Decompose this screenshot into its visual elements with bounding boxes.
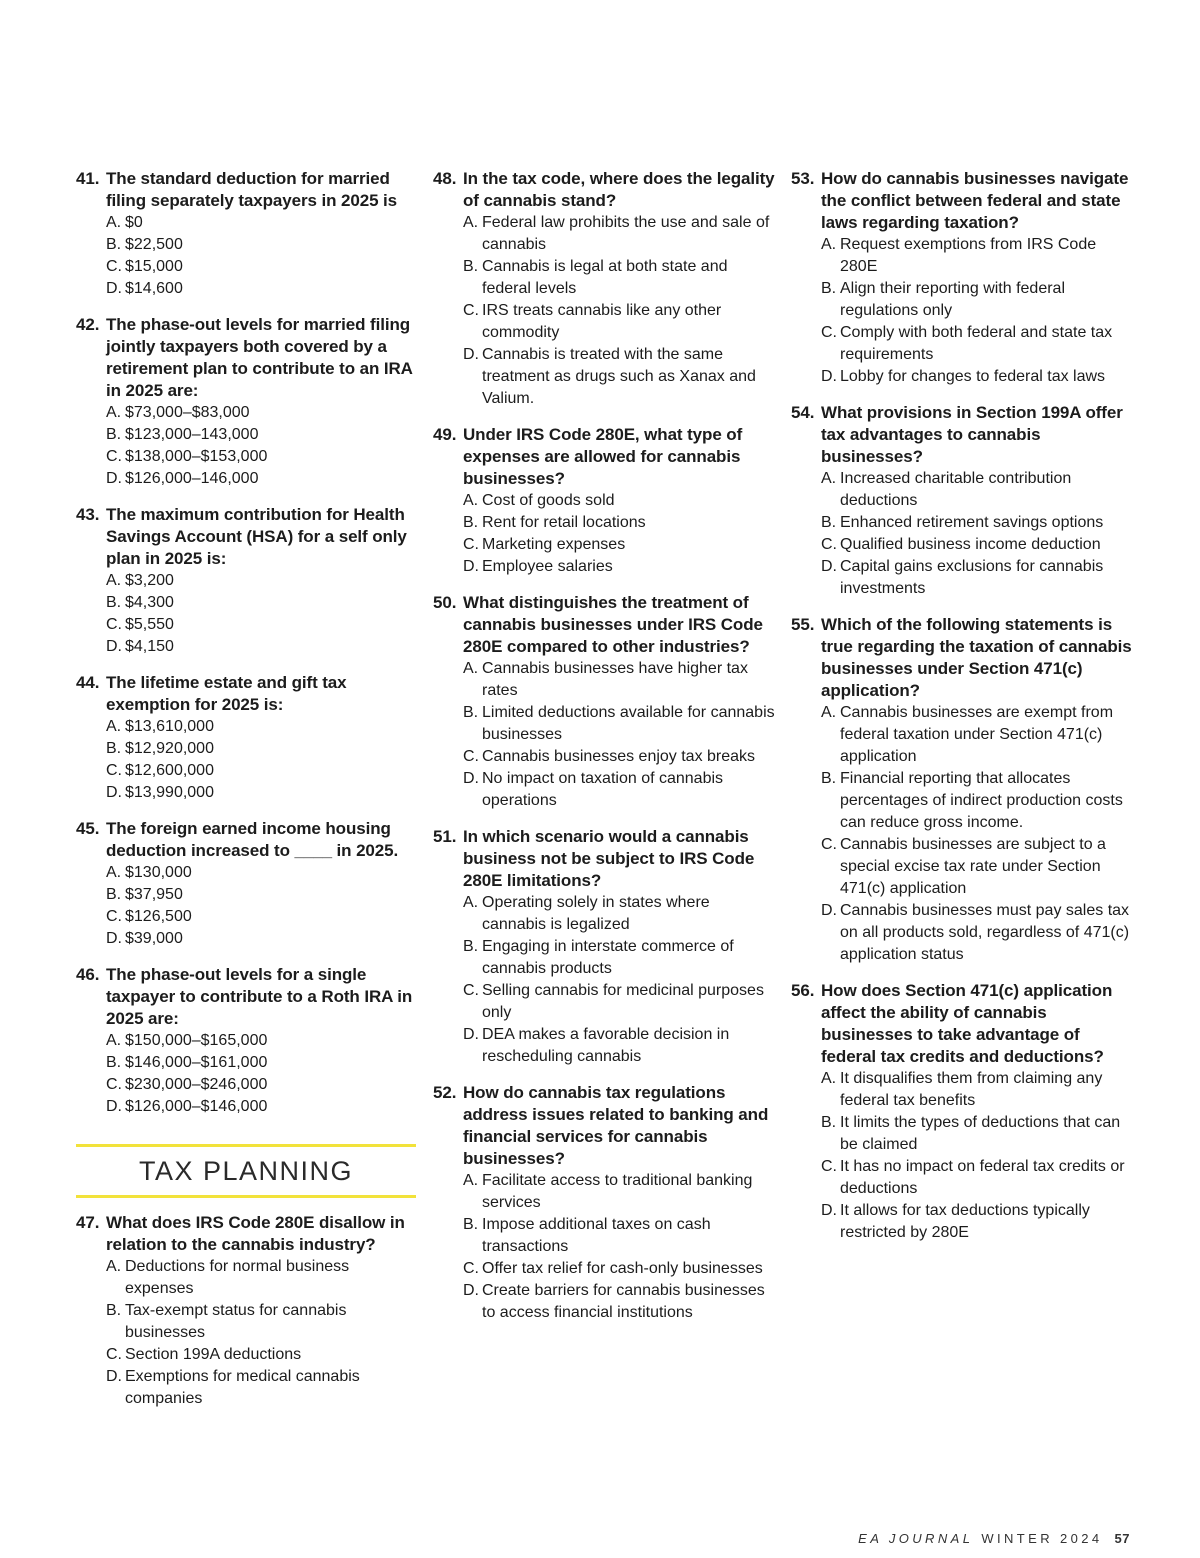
option-letter: D. xyxy=(821,558,837,575)
question-text: The phase-out levels for a single taxpayer to contribute to a Roth IRA in 2025 are: xyxy=(106,965,413,1028)
answer-options xyxy=(106,402,416,490)
answer-option xyxy=(106,424,416,446)
question-item xyxy=(433,168,778,410)
answer-options xyxy=(106,1030,416,1118)
option-letter: A. xyxy=(463,214,479,231)
question-text: How do cannabis businesses navigate the conflict between federal and state laws regarding taxation? xyxy=(821,169,1129,232)
option-text: $13,610,000 xyxy=(125,718,214,735)
option-text: DEA makes a favorable decision in rescheduling cannabis xyxy=(482,1026,730,1065)
option-text: $130,000 xyxy=(125,864,192,881)
option-letter: C. xyxy=(463,536,479,553)
question-item xyxy=(433,1082,778,1324)
option-text: No impact on taxation of cannabis operations xyxy=(482,770,724,809)
option-letter: A. xyxy=(463,492,479,509)
option-letter: A. xyxy=(106,1032,122,1049)
option-letter: D. xyxy=(821,368,837,385)
option-letter: B. xyxy=(106,594,122,611)
question-stem xyxy=(791,980,1136,1068)
answer-options xyxy=(821,1068,1136,1244)
option-text: Federal law prohibits the use and sale of cannabis xyxy=(482,214,770,253)
answer-option xyxy=(106,862,416,884)
answer-options xyxy=(821,702,1136,966)
option-text: Cannabis is treated with the same treatment as drugs such as Xanax and Valium. xyxy=(482,346,756,407)
question-item xyxy=(791,614,1136,966)
option-text: Limited deductions available for cannabis businesses xyxy=(482,704,775,743)
answer-option xyxy=(106,278,416,300)
question-item xyxy=(76,314,416,490)
answer-option xyxy=(106,402,416,424)
answer-option xyxy=(106,1096,416,1118)
option-text: Cannabis businesses have higher tax rates xyxy=(482,660,748,699)
answer-option xyxy=(463,1024,778,1068)
question-item xyxy=(791,168,1136,388)
question-stem xyxy=(76,504,416,570)
question-item xyxy=(76,504,416,658)
answer-option xyxy=(463,556,778,578)
option-text: Facilitate access to traditional banking services xyxy=(482,1172,753,1211)
answer-option xyxy=(821,534,1136,556)
footer-issue: WINTER 2024 xyxy=(981,1531,1103,1546)
question-number: 48. xyxy=(433,169,457,188)
question-text: Under IRS Code 280E, what type of expenses are allowed for cannabis businesses? xyxy=(463,425,743,488)
question-text: The lifetime estate and gift tax exemption for 2025 is: xyxy=(106,673,347,714)
question-stem xyxy=(76,168,416,212)
answer-options xyxy=(463,1170,778,1324)
option-letter: B. xyxy=(821,1114,837,1131)
question-number: 51. xyxy=(433,827,457,846)
answer-option xyxy=(106,716,416,738)
option-letter: D. xyxy=(106,930,122,947)
option-letter: D. xyxy=(106,470,122,487)
option-text: $12,920,000 xyxy=(125,740,214,757)
answer-option xyxy=(463,212,778,256)
answer-option xyxy=(106,738,416,760)
option-text: Rent for retail locations xyxy=(482,514,646,531)
question-stem xyxy=(433,592,778,658)
option-letter: B. xyxy=(463,938,479,955)
question-text: What does IRS Code 280E disallow in relation to the cannabis industry? xyxy=(106,1213,405,1254)
answer-option xyxy=(463,1214,778,1258)
question-text: The standard deduction for married filing separately taxpayers in 2025 is xyxy=(106,169,398,210)
question-stem xyxy=(791,168,1136,234)
question-number: 52. xyxy=(433,1083,457,1102)
option-letter: C. xyxy=(463,302,479,319)
answer-option xyxy=(821,1112,1136,1156)
question-number: 55. xyxy=(791,615,815,634)
answer-options xyxy=(463,212,778,410)
answer-options xyxy=(106,1256,416,1410)
option-letter: C. xyxy=(106,1076,122,1093)
question-number: 45. xyxy=(76,819,100,838)
option-text: Align their reporting with federal regulations only xyxy=(840,280,1066,319)
answer-options xyxy=(821,468,1136,600)
question-stem xyxy=(76,964,416,1030)
question-stem xyxy=(433,168,778,212)
option-text: Qualified business income deduction xyxy=(840,536,1101,553)
option-text: $4,300 xyxy=(125,594,174,611)
option-letter: C. xyxy=(463,982,479,999)
option-letter: D. xyxy=(463,346,479,363)
option-text: $126,000–$146,000 xyxy=(125,1098,268,1115)
question-number: 41. xyxy=(76,169,100,188)
answer-option xyxy=(821,1068,1136,1112)
option-letter: A. xyxy=(821,236,837,253)
answer-options xyxy=(106,212,416,300)
answer-option xyxy=(106,234,416,256)
answer-option xyxy=(106,570,416,592)
answer-option xyxy=(463,702,778,746)
option-letter: B. xyxy=(463,258,479,275)
option-text: Impose additional taxes on cash transactions xyxy=(482,1216,711,1255)
option-letter: A. xyxy=(106,718,122,735)
question-text: What distinguishes the treatment of cannabis businesses under IRS Code 280E compared to other industries? xyxy=(463,593,763,656)
question-item xyxy=(76,818,416,950)
answer-option xyxy=(463,768,778,812)
answer-option xyxy=(106,928,416,950)
footer-page-number: 57 xyxy=(1114,1531,1130,1546)
option-text: $15,000 xyxy=(125,258,183,275)
option-text: $126,000–146,000 xyxy=(125,470,259,487)
option-text: Marketing expenses xyxy=(482,536,626,553)
answer-option xyxy=(821,1200,1136,1244)
option-text: Tax-exempt status for cannabis businesses xyxy=(125,1302,347,1341)
answer-option xyxy=(106,1366,416,1410)
option-letter: D. xyxy=(821,902,837,919)
answer-option xyxy=(106,1052,416,1074)
answer-option xyxy=(106,256,416,278)
column-2 xyxy=(433,168,778,1338)
question-stem xyxy=(433,1082,778,1170)
option-text: Section 199A deductions xyxy=(125,1346,302,1363)
answer-option xyxy=(106,782,416,804)
answer-option xyxy=(821,366,1136,388)
option-letter: B. xyxy=(106,740,122,757)
option-text: Engaging in interstate commerce of cannabis products xyxy=(482,938,734,977)
option-text: IRS treats cannabis like any other commodity xyxy=(482,302,722,341)
option-letter: B. xyxy=(821,280,837,297)
option-letter: D. xyxy=(821,1202,837,1219)
question-number: 49. xyxy=(433,425,457,444)
option-text: Deductions for normal business expenses xyxy=(125,1258,350,1297)
question-stem xyxy=(433,424,778,490)
option-text: $138,000–$153,000 xyxy=(125,448,268,465)
answer-option xyxy=(821,234,1136,278)
option-text: Exemptions for medical cannabis companies xyxy=(125,1368,360,1407)
answer-option xyxy=(106,760,416,782)
option-text: $0 xyxy=(125,214,143,231)
column-1 xyxy=(76,168,416,1424)
option-letter: C. xyxy=(821,1158,837,1175)
question-text: In which scenario would a cannabis business not be subject to IRS Code 280E limitations? xyxy=(463,827,755,890)
answer-option xyxy=(463,344,778,410)
option-letter: A. xyxy=(463,1172,479,1189)
question-item xyxy=(433,592,778,812)
option-text: $150,000–$165,000 xyxy=(125,1032,268,1049)
option-text: It allows for tax deductions typically restricted by 280E xyxy=(840,1202,1090,1241)
option-letter: D. xyxy=(463,770,479,787)
answer-option xyxy=(463,1280,778,1324)
option-letter: C. xyxy=(106,762,122,779)
option-letter: D. xyxy=(463,1026,479,1043)
question-stem xyxy=(76,1212,416,1256)
answer-option xyxy=(821,468,1136,512)
option-text: Selling cannabis for medicinal purposes only xyxy=(482,982,764,1021)
question-item xyxy=(791,402,1136,600)
option-letter: C. xyxy=(106,616,122,633)
option-letter: A. xyxy=(106,1258,122,1275)
option-text: $12,600,000 xyxy=(125,762,214,779)
option-text: Cannabis businesses are subject to a special excise tax rate under Section 471(c) application xyxy=(840,836,1106,897)
answer-option xyxy=(821,322,1136,366)
option-text: Offer tax relief for cash-only businesses xyxy=(482,1260,763,1277)
question-item xyxy=(76,964,416,1118)
option-text: $230,000–$246,000 xyxy=(125,1076,268,1093)
question-stem xyxy=(76,818,416,862)
question-text: Which of the following statements is true regarding the taxation of cannabis businesses under Section 471(c) application? xyxy=(821,615,1132,700)
answer-option xyxy=(463,658,778,702)
option-letter: A. xyxy=(821,704,837,721)
question-stem xyxy=(76,672,416,716)
option-text: $22,500 xyxy=(125,236,183,253)
option-text: $14,600 xyxy=(125,280,183,297)
option-text: $13,990,000 xyxy=(125,784,214,801)
question-number: 53. xyxy=(791,169,815,188)
answer-option xyxy=(821,768,1136,834)
option-letter: B. xyxy=(106,426,122,443)
option-letter: A. xyxy=(821,1070,837,1087)
option-text: Enhanced retirement savings options xyxy=(840,514,1104,531)
answer-option xyxy=(463,936,778,980)
answer-option xyxy=(106,906,416,928)
question-number: 47. xyxy=(76,1213,100,1232)
option-letter: A. xyxy=(106,214,122,231)
answer-option xyxy=(821,512,1136,534)
option-text: Capital gains exclusions for cannabis investments xyxy=(840,558,1104,597)
question-text: The maximum contribution for Health Savings Account (HSA) for a self only plan in 2025 is: xyxy=(106,505,407,568)
option-letter: B. xyxy=(463,1216,479,1233)
option-letter: C. xyxy=(821,836,837,853)
answer-option xyxy=(106,614,416,636)
question-stem xyxy=(791,614,1136,702)
option-text: $37,950 xyxy=(125,886,183,903)
option-letter: A. xyxy=(106,404,122,421)
answer-option xyxy=(106,1256,416,1300)
option-text: $3,200 xyxy=(125,572,174,589)
option-text: Lobby for changes to federal tax laws xyxy=(840,368,1106,385)
answer-option xyxy=(463,1170,778,1214)
option-text: Cannabis is legal at both state and federal levels xyxy=(482,258,728,297)
option-text: It has no impact on federal tax credits or deductions xyxy=(840,1158,1125,1197)
answer-option xyxy=(463,892,778,936)
answer-option xyxy=(463,490,778,512)
question-number: 54. xyxy=(791,403,815,422)
page-footer xyxy=(858,1531,1130,1546)
question-item xyxy=(76,1212,416,1410)
answer-option xyxy=(821,900,1136,966)
answer-option xyxy=(106,1344,416,1366)
option-text: Financial reporting that allocates percentages of indirect production costs can reduce gross income. xyxy=(840,770,1123,831)
answer-options xyxy=(463,892,778,1068)
option-text: Cannabis businesses are exempt from federal taxation under Section 471(c) application xyxy=(840,704,1114,765)
option-letter: A. xyxy=(106,864,122,881)
question-item xyxy=(76,168,416,300)
question-item xyxy=(76,672,416,804)
answer-option xyxy=(463,534,778,556)
option-text: Cannabis businesses must pay sales tax on all products sold, regardless of 471(c) application status xyxy=(840,902,1130,963)
answer-options xyxy=(106,862,416,950)
option-text: $73,000–$83,000 xyxy=(125,404,250,421)
answer-option xyxy=(106,1074,416,1096)
question-item xyxy=(433,826,778,1068)
option-letter: C. xyxy=(821,324,837,341)
answer-option xyxy=(463,256,778,300)
column-3 xyxy=(791,168,1136,1258)
answer-options xyxy=(821,234,1136,388)
option-text: $123,000–143,000 xyxy=(125,426,259,443)
option-letter: B. xyxy=(106,886,122,903)
question-stem xyxy=(791,402,1136,468)
question-stem xyxy=(433,826,778,892)
option-text: Cost of goods sold xyxy=(482,492,615,509)
answer-option xyxy=(106,1300,416,1344)
option-letter: A. xyxy=(463,894,479,911)
answer-option xyxy=(106,636,416,658)
option-text: Cannabis businesses enjoy tax breaks xyxy=(482,748,756,765)
question-number: 50. xyxy=(433,593,457,612)
answer-option xyxy=(106,884,416,906)
footer-publication: EA JOURNAL xyxy=(858,1531,974,1546)
question-number: 46. xyxy=(76,965,100,984)
answer-options xyxy=(106,570,416,658)
question-item xyxy=(433,424,778,578)
option-letter: C. xyxy=(106,908,122,925)
question-text: How do cannabis tax regulations address issues related to banking and financial services for cannabis businesses? xyxy=(463,1083,769,1168)
option-letter: B. xyxy=(463,704,479,721)
option-letter: C. xyxy=(463,748,479,765)
section-heading: TAX PLANNING xyxy=(76,1144,416,1198)
option-letter: A. xyxy=(463,660,479,677)
option-letter: B. xyxy=(821,770,837,787)
question-text: The phase-out levels for married filing jointly taxpayers both covered by a retirement plan to contribute to an IRA in 2025 are: xyxy=(106,315,413,400)
question-item xyxy=(791,980,1136,1244)
option-letter: C. xyxy=(106,258,122,275)
option-text: Comply with both federal and state tax requirements xyxy=(840,324,1113,363)
answer-option xyxy=(106,592,416,614)
option-letter: D. xyxy=(106,638,122,655)
option-letter: B. xyxy=(106,1054,122,1071)
option-letter: C. xyxy=(463,1260,479,1277)
question-stem xyxy=(76,314,416,402)
answer-option xyxy=(821,278,1136,322)
option-text: Employee salaries xyxy=(482,558,613,575)
option-letter: D. xyxy=(106,1098,122,1115)
option-text: Increased charitable contribution deductions xyxy=(840,470,1072,509)
option-text: $5,550 xyxy=(125,616,174,633)
answer-option xyxy=(106,468,416,490)
option-text: $4,150 xyxy=(125,638,174,655)
question-number: 42. xyxy=(76,315,100,334)
option-letter: C. xyxy=(821,536,837,553)
option-letter: B. xyxy=(106,1302,122,1319)
option-text: $146,000–$161,000 xyxy=(125,1054,268,1071)
answer-option xyxy=(106,446,416,468)
option-text: It limits the types of deductions that can be claimed xyxy=(840,1114,1121,1153)
question-text: How does Section 471(c) application affect the ability of cannabis businesses to take advantage of federal tax credits and deductions? xyxy=(821,981,1113,1066)
option-letter: D. xyxy=(106,1368,122,1385)
question-text: In the tax code, where does the legality of cannabis stand? xyxy=(463,169,775,210)
option-text: Create barriers for cannabis businesses to access financial institutions xyxy=(482,1282,765,1321)
question-text: What provisions in Section 199A offer tax advantages to cannabis businesses? xyxy=(821,403,1123,466)
option-letter: A. xyxy=(821,470,837,487)
answer-options xyxy=(463,490,778,578)
question-text: The foreign earned income housing deduction increased to ____ in 2025. xyxy=(106,819,399,860)
option-letter: A. xyxy=(106,572,122,589)
answer-option xyxy=(463,1258,778,1280)
question-number: 44. xyxy=(76,673,100,692)
answer-option xyxy=(463,512,778,534)
option-letter: B. xyxy=(106,236,122,253)
option-letter: D. xyxy=(106,784,122,801)
answer-option xyxy=(463,746,778,768)
answer-options xyxy=(106,716,416,804)
option-letter: D. xyxy=(463,1282,479,1299)
option-text: Operating solely in states where cannabis is legalized xyxy=(482,894,710,933)
question-number: 43. xyxy=(76,505,100,524)
option-text: $126,500 xyxy=(125,908,192,925)
option-text: It disqualifies them from claiming any federal tax benefits xyxy=(840,1070,1103,1109)
option-text: $39,000 xyxy=(125,930,183,947)
option-letter: D. xyxy=(106,280,122,297)
option-text: Request exemptions from IRS Code 280E xyxy=(840,236,1097,275)
answer-option xyxy=(821,702,1136,768)
answer-option xyxy=(463,300,778,344)
answer-options xyxy=(463,658,778,812)
answer-option xyxy=(106,1030,416,1052)
option-letter: D. xyxy=(463,558,479,575)
option-letter: C. xyxy=(106,1346,122,1363)
answer-option xyxy=(821,834,1136,900)
answer-option xyxy=(821,556,1136,600)
option-letter: B. xyxy=(821,514,837,531)
option-letter: C. xyxy=(106,448,122,465)
answer-option xyxy=(106,212,416,234)
answer-option xyxy=(463,980,778,1024)
option-letter: B. xyxy=(463,514,479,531)
question-number: 56. xyxy=(791,981,815,1000)
answer-option xyxy=(821,1156,1136,1200)
